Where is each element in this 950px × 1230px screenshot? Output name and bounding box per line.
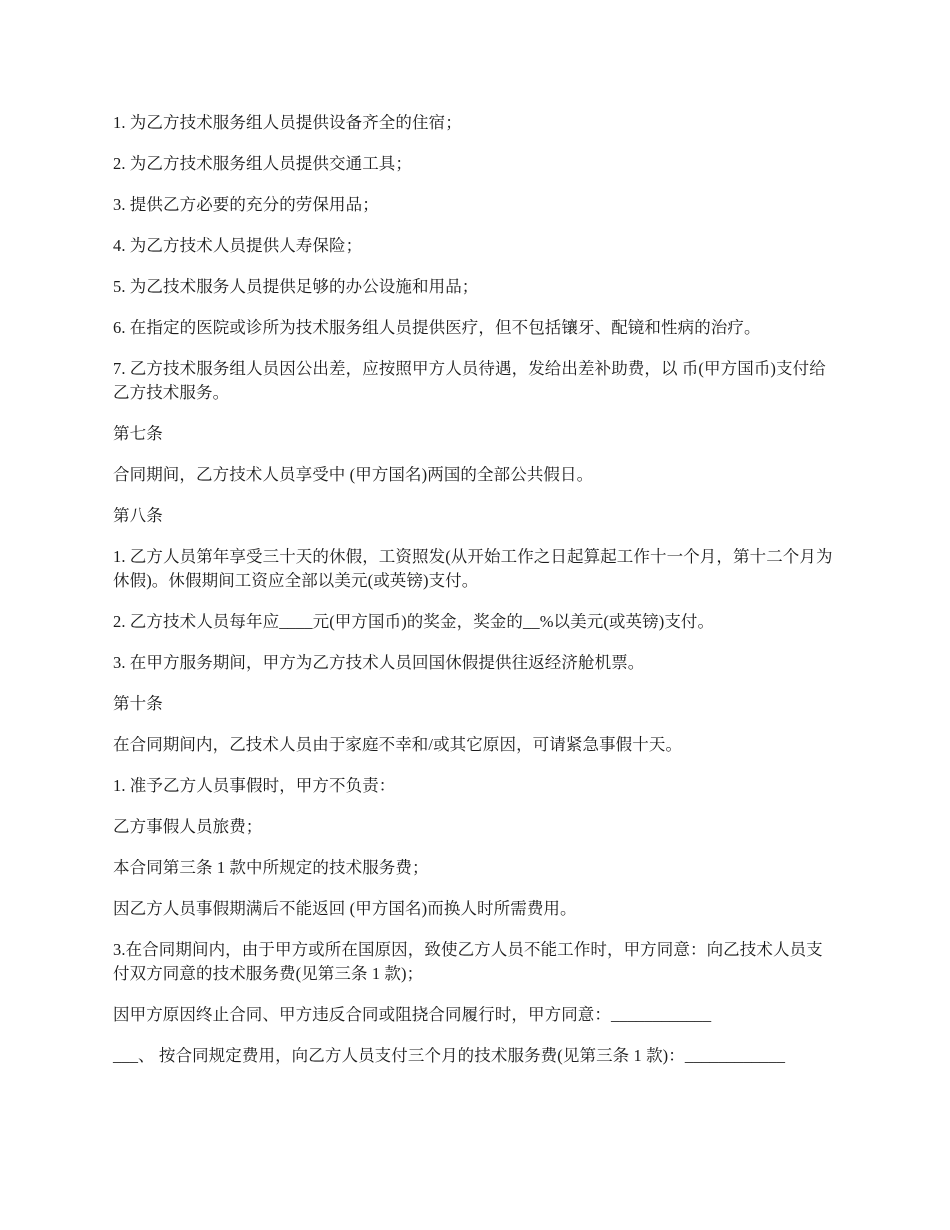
termination-payment: ___、 按合同规定费用，向乙方人员支付三个月的技术服务费(见第三条 1 款)：____________ <box>113 1046 786 1065</box>
article-7-holidays: 合同期间，乙方技术人员享受中 (甲方国名)两国的全部公共假日。 <box>113 465 594 484</box>
article-10-heading: 第十条 <box>113 694 163 713</box>
leave-travel-expense: 乙方事假人员旅费； <box>113 817 263 836</box>
article-8-clause-1-vacation: 1. 乙方人员第年享受三十天的休假，工资照发(从开始工作之日起算起工作十一个月，第十二个月为休假)。休假期间工资应全部以美元(或英镑)支付。 <box>113 547 833 590</box>
clause-3-protective-gear: 3. 提供乙方必要的充分的劳保用品； <box>113 195 379 214</box>
article-10-emergency-leave: 在合同期间内，乙技术人员由于家庭不幸和/或其它原因，可请紧急事假十天。 <box>113 735 683 754</box>
article-8-heading: 第八条 <box>113 506 163 525</box>
clause-1-housing: 1. 为乙方技术服务组人员提供设备齐全的住宿； <box>113 113 462 132</box>
leave-service-fee: 本合同第三条 1 款中所规定的技术服务费； <box>113 858 429 877</box>
leave-replacement-cost: 因乙方人员事假期满后不能返回 (甲方国名)而换人时所需费用。 <box>113 899 577 918</box>
termination-clause: 因甲方原因终止合同、甲方违反合同或阻挠合同履行时，甲方同意：____________ <box>113 1005 712 1024</box>
article-8-clause-2-bonus: 2. 乙方技术人员每年应____元(甲方国币)的奖金，奖金的__%以美元(或英镑)支付。 <box>113 612 715 631</box>
clause-5-office-facilities: 5. 为乙技术服务人员提供足够的办公设施和用品； <box>113 277 479 296</box>
clause-6-medical: 6. 在指定的医院或诊所为技术服务组人员提供医疗，但不包括镶牙、配镜和性病的治疗。 <box>113 318 761 337</box>
article-10-clause-3: 3.在合同期间内，由于甲方或所在国原因，致使乙方人员不能工作时，甲方同意：向乙技术人员支付双方同意的技术服务费(见第三条 1 款)； <box>113 940 823 983</box>
article-8-clause-3-airfare: 3. 在甲方服务期间，甲方为乙方技术人员回国休假提供往返经济舱机票。 <box>113 653 645 672</box>
article-10-clause-1: 1. 准予乙方人员事假时，甲方不负责： <box>113 776 396 795</box>
clause-4-life-insurance: 4. 为乙方技术人员提供人寿保险； <box>113 236 363 255</box>
article-7-heading: 第七条 <box>113 424 163 443</box>
clause-2-transport: 2. 为乙方技术服务组人员提供交通工具； <box>113 154 412 173</box>
clause-7-travel-allowance: 7. 乙方技术服务组人员因公出差，应按照甲方人员待遇，发给出差补助费，以 币(甲方国币)支付给乙方技术服务。 <box>113 359 826 402</box>
